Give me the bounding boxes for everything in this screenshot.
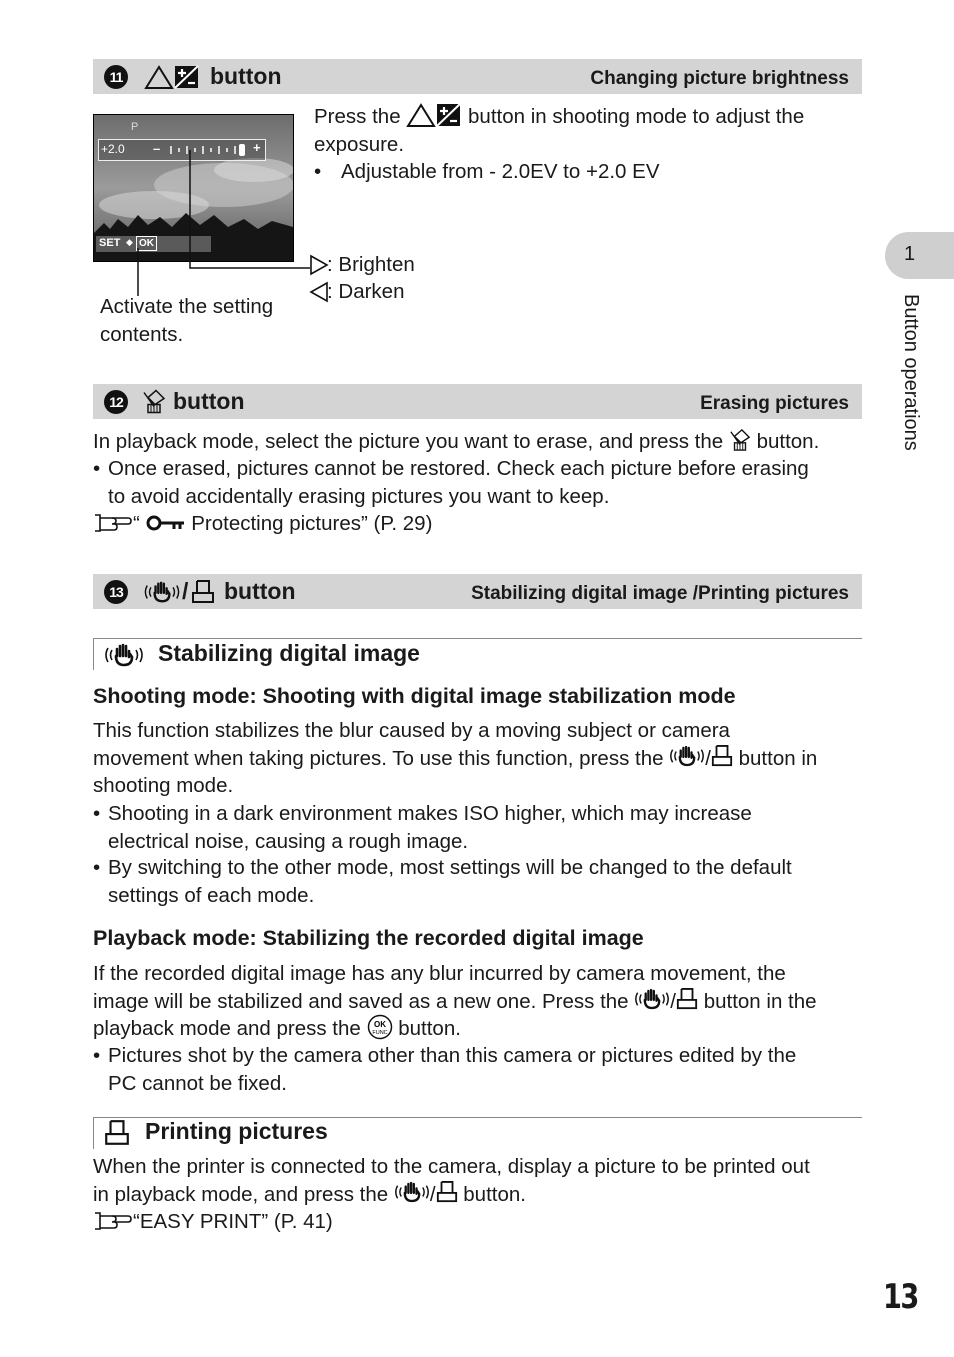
shooting-mode-paragraph: This function stabilizes the blur caused by a moving subject or camera movement when taking pictures. To use this function, press the / button in shooting mode.: [93, 719, 818, 797]
playback-mode-paragraph: If the recorded digital image has any blur incurred by camera movement, the image will be stabilized and saved as a new one. Press the / button in the playback mode and press the button.: [93, 962, 817, 1040]
printer-icon: [436, 1180, 458, 1204]
cannot-fix-bullet: Pictures shot by the camera other than this camera or pictures edited by the PC cannot be fixed.: [108, 1044, 797, 1095]
stabilizer-icon: [394, 1180, 430, 1204]
protect-key-icon: [146, 513, 186, 533]
easy-print-reference: “EASY PRINT” (P. 41): [93, 1208, 333, 1236]
arrow-right-icon: [309, 254, 329, 276]
divider: [93, 1117, 94, 1149]
plus-icon: +: [253, 140, 261, 155]
erase-warning-bullet: Once erased, pictures cannot be restored. Check each picture before erasing to avoid accidentally erasing pictures you want to keep.: [108, 457, 809, 508]
printer-icon: [191, 579, 215, 605]
iso-noise-bullet: Shooting in a dark environment makes ISO higher, which may increase electrical noise, causing a rough image.: [108, 802, 752, 853]
section-number: 13: [104, 580, 128, 604]
bullet-marker: •: [93, 457, 101, 480]
playback-mode-heading: Playback mode: Stabilizing the recorded digital image: [93, 926, 644, 950]
arrow-left-icon: [309, 281, 329, 303]
reference-hand-icon: [93, 512, 133, 534]
section-12-paragraph: In playback mode, select the picture you want to erase, and press the button.: [93, 428, 819, 456]
stabilizer-icon: [634, 987, 670, 1011]
reference-hand-icon: [93, 1210, 133, 1232]
slash: /: [182, 578, 189, 604]
stabilizer-icon: [142, 580, 182, 604]
exposure-compensation-icon: [406, 102, 462, 128]
chapter-number: 1: [904, 243, 916, 265]
section-number: 12: [104, 390, 128, 414]
chapter-tab: [885, 232, 954, 279]
adjust-range-bullet: Adjustable from - 2.0EV to +2.0 EV: [341, 160, 660, 183]
exposure-compensation-icon: [142, 64, 202, 90]
bullet-marker: •: [93, 1044, 101, 1067]
lcd-ev-value: +2.0: [101, 142, 125, 156]
section-number: 11: [104, 65, 128, 89]
section-11-header: [93, 59, 862, 94]
bullet-marker: •: [93, 856, 101, 879]
section-title: button: [210, 63, 282, 89]
printer-icon: [711, 744, 733, 768]
callout-activate: Activate the setting contents.: [100, 295, 274, 346]
stabilizer-icon: [669, 744, 705, 768]
erase-icon: [729, 428, 751, 452]
lcd-set-label: SET: [99, 237, 121, 249]
stabilizer-icon: [104, 642, 144, 668]
brighten-label: : Brighten: [327, 253, 415, 276]
section-13-header: [93, 574, 862, 609]
printer-icon: [104, 1119, 130, 1147]
set-arrow-icon: ◆: [126, 237, 133, 247]
ok-func-icon: [367, 1014, 393, 1040]
section-11-paragraph: Press the button in shooting mode to adjust the exposure.: [314, 103, 804, 158]
printing-paragraph: When the printer is connected to the camera, display a picture to be printed out in playback mode, and press the / button.: [93, 1155, 810, 1206]
chapter-label: Button operations: [900, 294, 922, 451]
section-title: button: [224, 578, 296, 604]
mode-switch-bullet: By switching to the other mode, most settings will be changed to the default settings of each mode.: [108, 856, 792, 907]
stabilizing-heading: Stabilizing digital image: [158, 640, 420, 666]
lcd-mode: P: [131, 121, 139, 133]
minus-icon: –: [153, 141, 161, 156]
section-subtitle: Stabilizing digital image /Printing pictures: [471, 583, 849, 604]
section-title: button: [173, 388, 245, 414]
divider: [93, 638, 862, 639]
callout-lines: [130, 150, 320, 300]
divider: [93, 638, 94, 670]
lcd-ok-label: OK: [136, 236, 157, 251]
darken-label: : Darken: [327, 280, 405, 303]
bullet-marker: •: [93, 802, 101, 825]
bullet-marker: •: [314, 160, 322, 183]
printer-icon: [676, 987, 698, 1011]
section-12-header: [93, 384, 862, 419]
section-subtitle: Erasing pictures: [700, 393, 849, 414]
protect-reference: “ Protecting pictures” (P. 29): [93, 510, 432, 538]
shooting-mode-heading: Shooting mode: Shooting with digital image stabilization mode: [93, 684, 736, 708]
erase-icon: [142, 388, 166, 415]
section-subtitle: Changing picture brightness: [590, 68, 849, 89]
page-number: 13: [883, 1277, 918, 1317]
printing-heading: Printing pictures: [145, 1118, 328, 1144]
